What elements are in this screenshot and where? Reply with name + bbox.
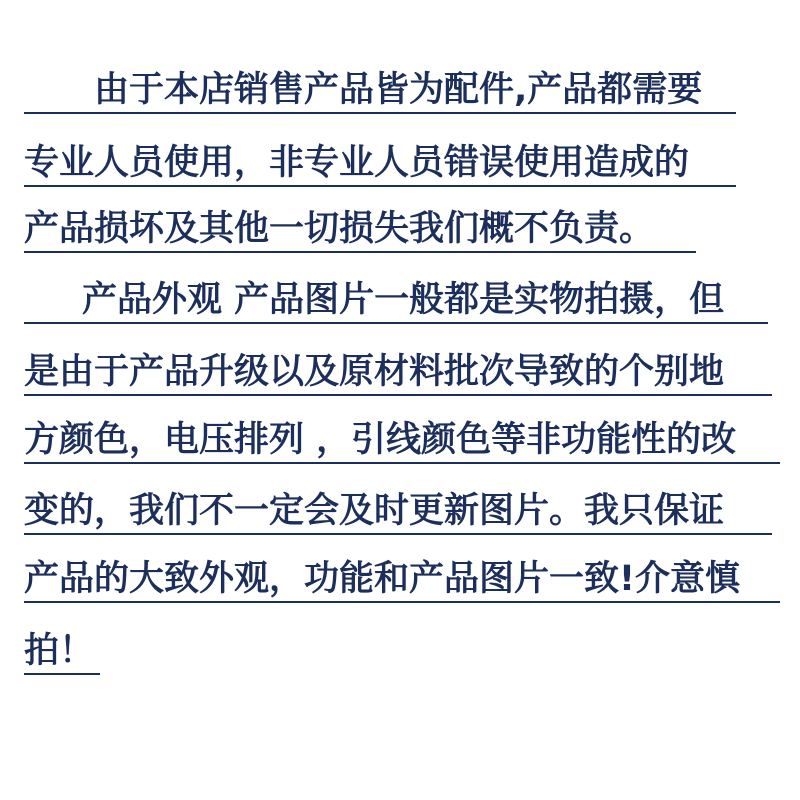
- notice-line-8: [24, 559, 780, 603]
- notice-line-5: [24, 352, 772, 396]
- notice-line-8-text: 产品的大致外观，功能和产品图片一致!介意慎: [24, 559, 740, 599]
- notice-line-4-text: 产品外观 产品图片一般都是实物拍摄，但: [82, 280, 725, 320]
- notice-line-2-text: 专业人员使用，非专业人员错误使用造成的: [24, 143, 690, 183]
- notice-line-7-text: 变的，我们不一定会及时更新图片。我只保证: [24, 491, 725, 531]
- notice-line-9-text: 拍！: [24, 631, 95, 671]
- notice-line-2: [24, 143, 736, 187]
- notice-line-9: [24, 631, 100, 675]
- notice-line-6: [24, 420, 780, 464]
- notice-line-3: [24, 209, 696, 253]
- notice-line-1-text: 由于本店销售产品皆为配件,产品都需要: [94, 70, 703, 110]
- notice-line-3-text: 产品损坏及其他一切损失我们概不负责。: [24, 209, 655, 249]
- notice-line-7: [24, 491, 772, 535]
- notice-line-6-text: 方颜色，电压排列 ，引线颜色等非功能性的改: [24, 420, 737, 460]
- notice-line-5-text: 是由于产品升级以及原材料批次导致的个别地: [24, 352, 725, 392]
- notice-line-4: [24, 280, 768, 324]
- notice-line-1: [24, 70, 736, 114]
